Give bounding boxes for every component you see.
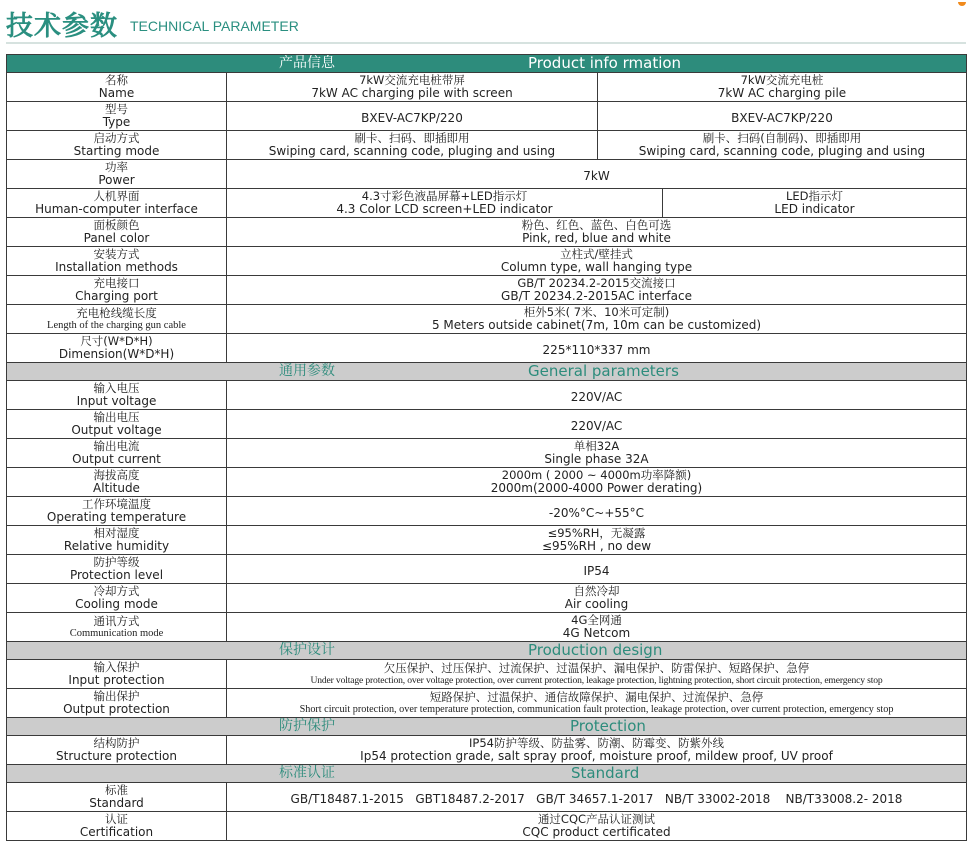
cell-text: Cooling mode [75,597,158,611]
cell-text: Input protection [68,673,165,687]
table-row [7,160,967,189]
row-value [227,102,598,131]
row-value [663,189,967,218]
table-row [7,247,967,276]
cell-text: Relative humidity [63,539,170,553]
cell-text: 型号 [105,102,128,116]
row-label [7,584,227,613]
cell-text: Charging port [75,289,158,303]
row-label [7,218,227,247]
cell-text: 4G全网通 [571,613,622,627]
page-header [6,2,966,42]
row-label [7,555,227,584]
row-label [7,276,227,305]
cell-text: 柜外5米( 7米、10米可定制) [523,305,670,319]
table-row [7,410,967,439]
cell-text: GB/T 20234.2-2015AC interface [501,289,692,303]
cell-text: Name [98,86,135,100]
cell-text: ≤95%RH，无凝露 [547,526,646,540]
cell-text: CQC product certificated [522,825,671,839]
cell-text: 防护等级 [93,555,140,569]
cell-text: Standard [89,796,144,810]
row-label [7,468,227,497]
table-row [7,783,967,812]
cell-text: 通讯方式 [93,613,140,628]
cell-text: 225*110*337 mm [542,342,651,357]
cell-text: 通过CQC产品认证测试 [537,812,656,826]
section-cell [7,642,967,660]
row-value [227,783,967,812]
row-value [227,305,967,334]
row-value [227,276,967,305]
section-title-cn: 保护设计 [279,642,335,658]
cell-text: Human-computer interface [35,202,198,216]
row-value [227,689,967,718]
cell-text: 短路保护、过温保护、通信故障保护、漏电保护、过流保护、急停 [429,689,764,704]
cell-text: 立柱式/壁挂式 [560,247,633,261]
table-row [7,276,967,305]
cell-text: 人机界面 [93,189,140,203]
cell-text: BXEV-AC7KP/220 [731,110,833,125]
section-title-cn: 通用参数 [279,363,335,379]
row-label [7,73,227,102]
table-row [7,689,967,718]
row-label [7,783,227,812]
table-row [7,305,967,334]
row-value [227,439,967,468]
cell-text: Dimension(W*D*H) [58,347,175,361]
row-value [227,584,967,613]
cell-text: 自然冷却 [573,584,620,598]
table-row [7,189,967,218]
cell-text: Operating temperature [46,510,187,524]
section-protection-design [7,642,967,660]
row-value [227,334,967,363]
section-title-en: Product info rmation [528,54,682,72]
cell-text: Panel color [83,231,150,245]
cell-text: Pink, red, blue and white [522,231,671,245]
cell-text: 7kW AC charging pile [717,86,847,100]
section-title-cn: 防护保护 [279,718,335,734]
cell-text: 220V/AC [570,389,623,404]
table-row [7,102,967,131]
section-cell [7,363,967,381]
cell-text: Input voltage [76,394,157,408]
cell-text: Swiping card, scanning code, pluging and using [638,144,926,158]
page-subtitle: TECHNICAL PARAMETER [130,18,299,34]
section-title-cn: 产品信息 [279,55,335,71]
cell-text: Starting mode [73,144,160,158]
cell-text: 粉色、红色、蓝色、白色可选 [521,218,672,232]
cell-text: 安装方式 [93,247,140,261]
row-label [7,381,227,410]
page-title: 技术参数 [6,11,118,42]
cell-text: Short circuit protection, over temperature protection, communication fault protection, leakage protection, over current protection, emergency stop [299,703,894,715]
row-value [227,660,967,689]
row-value [598,102,967,131]
row-value [227,381,967,410]
section-title-en: Protection [570,717,646,735]
cell-text: 2000m ( 2000 ~ 4000m功率降额) [501,468,692,482]
cell-text: 功率 [105,160,128,174]
cell-text: BXEV-AC7KP/220 [361,110,463,125]
cell-text: 海拔高度 [93,468,140,482]
cell-text: IP54 [583,563,610,578]
cell-text: GB/T 20234.2-2015交流接口 [517,276,676,290]
cell-text: ≤95%RH , no dew [541,539,652,553]
cell-text: GB/T18487.1-2015 GBT18487.2-2017 GB/T 34657.1-2017 NB/T 33002-2018 NB/T33008.2- 2018 [290,791,903,806]
cell-text: 7kW AC charging pile with screen [311,86,513,100]
cell-text: 结构防护 [93,736,140,750]
section-cell [7,55,967,73]
row-value [227,526,967,555]
row-value [227,160,967,189]
cell-text: 刷卡、扫码(自制码)、即插即用 [702,131,862,145]
row-label [7,689,227,718]
table-row [7,526,967,555]
cell-text: 充电枪线缆长度 [76,305,157,320]
table-row [7,131,967,160]
row-value [227,613,967,642]
cell-text: 7kW交流充电桩带屏 [359,73,465,87]
row-label [7,736,227,765]
accent-mark [958,2,966,6]
cell-text: 欠压保护、过压保护、过流保护、过温保护、漏电保护、防雷保护、短路保护、急停 [383,660,810,675]
table-row [7,613,967,642]
cell-text: 冷却方式 [93,584,140,598]
cell-text: Air cooling [564,597,629,611]
cell-text: Under voltage protection, over voltage protection, over current protection, leakage protection, lightning protection, short circuit protection, emergency stop [310,674,883,686]
row-label [7,131,227,160]
row-value [227,812,967,841]
cell-text: Altitude [93,481,140,495]
row-value [227,73,598,102]
row-value [227,497,967,526]
cell-text: Length of the charging gun cable [47,319,186,331]
row-label [7,410,227,439]
cell-text: 名称 [105,73,128,87]
table-row [7,812,967,841]
cell-text: 4.3 Color LCD screen+LED indicator [336,202,553,216]
cell-text: Protection level [69,568,164,582]
cell-text: 2000m(2000-4000 Power derating) [490,481,703,495]
section-title-en: Production design [528,641,663,659]
cell-text: 工作环境温度 [82,497,151,511]
row-label [7,160,227,189]
cell-text: 7kW [583,168,610,183]
section-cell [7,765,967,783]
row-label [7,812,227,841]
cell-text: Power [98,173,135,187]
row-label [7,247,227,276]
cell-text: IP54防护等级、防盐雾、防潮、防霉变、防紫外线 [469,736,724,750]
cell-text: LED indicator [774,202,855,216]
section-title-cn: 标准认证 [279,765,335,781]
row-value [227,468,967,497]
table-row [7,660,967,689]
row-value [227,736,967,765]
section-protection [7,718,967,736]
cell-text: Column type, wall hanging type [500,260,693,274]
cell-text: 输出电压 [93,410,140,424]
cell-text: LED指示灯 [785,189,844,203]
row-label [7,613,227,642]
cell-text: Swiping card, scanning code, pluging and using [268,144,556,158]
cell-text: Certification [79,825,154,839]
cell-text: 尺寸(W*D*H) [80,334,153,348]
table-row [7,73,967,102]
cell-text: 刷卡、扫码、即插即用 [354,131,470,145]
table-row [7,381,967,410]
row-value [227,410,967,439]
cell-text: Ip54 protection grade, salt spray proof, moisture proof, mildew proof, UV proof [360,749,833,763]
cell-text: 启动方式 [93,131,140,145]
cell-text: 输出保护 [93,689,140,703]
table-row [7,439,967,468]
table-row [7,334,967,363]
cell-text: 面板颜色 [93,218,140,232]
row-value [227,247,967,276]
table-row [7,736,967,765]
row-label [7,305,227,334]
cell-text: 4G Netcom [562,626,631,640]
cell-text: -20%°C~+55°C [548,505,645,520]
row-value [227,555,967,584]
header-divider [6,42,966,44]
table-row [7,555,967,584]
cell-text: Output protection [63,702,170,716]
cell-text: 输入电压 [93,381,140,395]
section-standard [7,765,967,783]
table-row [7,497,967,526]
row-value [598,131,967,160]
row-label [7,660,227,689]
row-value [227,218,967,247]
cell-text: 5 Meters outside cabinet(7m, 10m can be customized) [431,318,762,332]
cell-text: 认证 [105,812,128,826]
row-value [227,189,663,218]
cell-text: Type [102,115,131,129]
cell-text: 单相32A [573,439,620,453]
row-label [7,439,227,468]
row-value [227,131,598,160]
section-general [7,363,967,381]
cell-text: 相对湿度 [93,526,140,540]
cell-text: Output current [72,452,161,466]
section-title-en: General parameters [528,362,679,380]
cell-text: Installation methods [55,260,178,274]
cell-text: Output voltage [71,423,162,437]
table-row [7,218,967,247]
cell-text: 充电接口 [93,276,140,290]
row-label [7,334,227,363]
cell-text: Single phase 32A [544,452,649,466]
cell-text: Structure protection [56,749,177,763]
cell-text: 7kW交流充电桩 [740,73,824,87]
cell-text: 输出电流 [93,439,140,453]
cell-text: 输入保护 [93,660,140,674]
row-label [7,526,227,555]
table-row [7,584,967,613]
cell-text: Communication mode [69,627,164,639]
table-row [7,468,967,497]
section-title-en: Standard [571,764,640,782]
cell-text: 标准 [105,783,128,797]
row-label [7,497,227,526]
cell-text: 4.3寸彩色液晶屏幕+LED指示灯 [361,189,528,203]
row-value [598,73,967,102]
cell-text: 220V/AC [570,418,623,433]
row-label [7,102,227,131]
section-cell [7,718,967,736]
spec-table [6,54,967,841]
section-product [7,55,967,73]
row-label [7,189,227,218]
